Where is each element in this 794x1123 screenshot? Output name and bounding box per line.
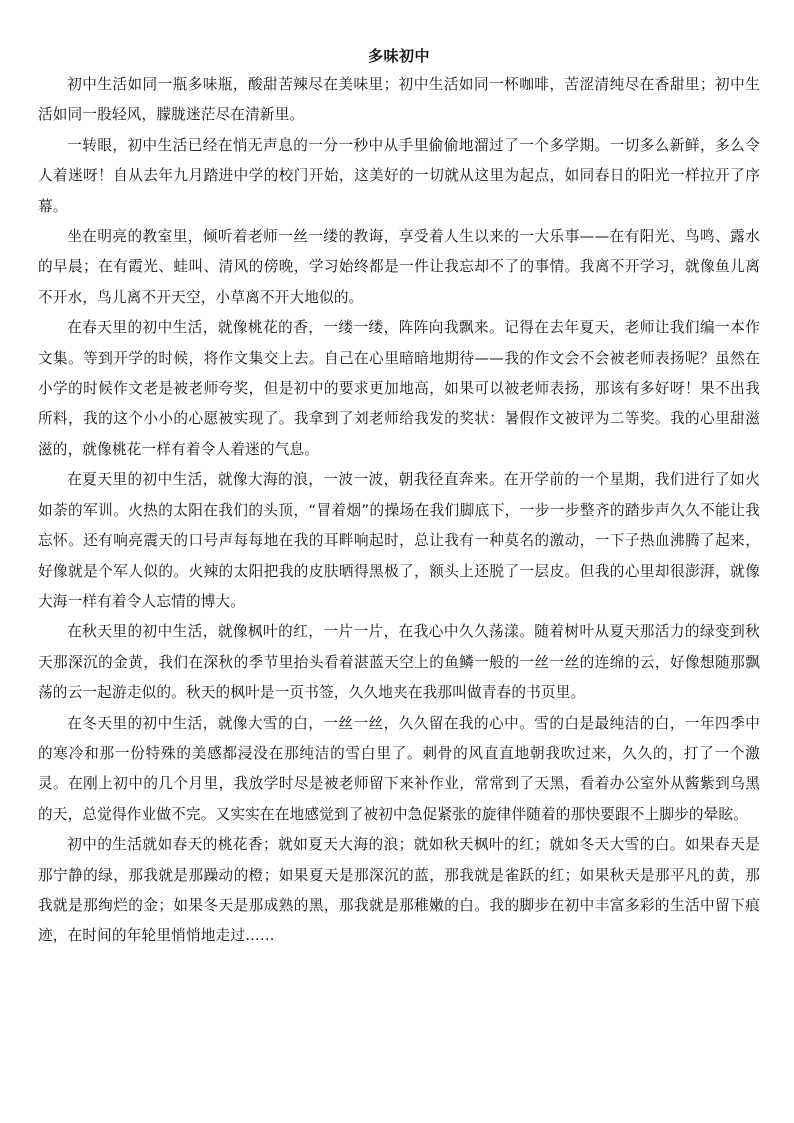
paragraph-6: 在秋天里的初中生活，就像枫叶的红，一片一片，在我心中久久荡漾。随着树叶从夏天那活力的绿变到秋天那深沉的金黄，我们在深秋的季节里抬头看着湛蓝天空上的鱼鳞一般的一丝一丝的连绵的云，好像想随那飘荡的云一起游走似的。秋天的枫叶是一页书签，久久地夹在我那叫做青春的书页里。 bbox=[38, 623, 760, 702]
paragraph-7: 在冬天里的初中生活，就像大雪的白，一丝一丝，久久留在我的心中。雪的白是最纯洁的白，一年四季中的寒冷和那一份特殊的美感都浸没在那纯洁的雪白里了。刺骨的风直直地朝我吹过来，久久的，打了一个激灵。在刚上初中的几个月里，我放学时尽是被老师留下来补作业，常常到了天黑，看着办公室外从酱紫到乌黑的天，总觉得作业做不完。又实实在在地感觉到了被初中急促紧张的旋律伴随着的那快要跟不上脚步的晕眩。 bbox=[38, 714, 760, 823]
paragraph-1: 初中生活如同一瓶多味瓶，酸甜苦辣尽在美味里；初中生活如同一杯咖啡，苦涩清纯尽在香甜里；初中生活如同一股轻风，朦胧迷茫尽在清新里。 bbox=[38, 76, 760, 124]
document-page bbox=[38, 44, 760, 952]
paragraph-8: 初中的生活就如春天的桃花香；就如夏天大海的浪；就如秋天枫叶的红；就如冬天大雪的白。如果春天是那宁静的绿，那我就是那躁动的橙；如果夏天是那深沉的蓝，那我就是雀跃的红；如果秋天是那平凡的黄，那我就是那绚烂的金；如果冬天是那成熟的黑，那我就是那稚嫩的白。我的脚步在初中丰富多彩的生活中留下痕迹，在时间的年轮里悄悄地走过…… bbox=[38, 836, 760, 945]
paragraph-5: 在夏天里的初中生活，就像大海的浪，一波一波，朝我径直奔来。在开学前的一个星期，我们进行了如火如荼的军训。火热的太阳在我们的头顶，“冒着烟”的操场在我们脚底下，一步一步整齐的踏步声久久不能让我忘怀。还有响亮震天的口号声每每地在我的耳畔响起时，总让我有一种莫名的激动，一下子热血沸腾了起来，好像就是个军人似的。火辣的太阳把我的皮肤晒得黑极了，额头上还脱了一层皮。但我的心里却很澎湃，就像大海一样有着令人忘情的博大。 bbox=[38, 471, 760, 610]
paragraph-3: 坐在明亮的教室里，倾听着老师一丝一缕的教诲，享受着人生以来的一大乐事——在有阳光、鸟鸣、露水的早晨；在有霞光、蛙叫、清风的傍晚，学习始终都是一件让我忘却不了的事情。我离不开学习，就像鱼儿离不开水，鸟儿离不开天空，小草离不开大地似的。 bbox=[38, 228, 760, 306]
document-title: 多味初中 bbox=[367, 47, 430, 65]
paragraph-2: 一转眼，初中生活已经在悄无声息的一分一秒中从手里偷偷地溜过了一个多学期。一切多么新鲜，多么令人着迷呀！自从去年九月踏进中学的校门开始，这美好的一切就从这里为起点，如同春日的阳光一样拉开了序幕。 bbox=[38, 136, 760, 215]
paragraph-4: 在春天里的初中生活，就像桃花的香，一缕一缕，阵阵向我飘来。记得在去年夏天，老师让我们编一本作文集。等到开学的时候，将作文集交上去。自己在心里暗暗地期待——我的作文会不会被老师表扬呢？虽然在小学的时候作文老是被老师夸奖，但是初中的要求更加地高，如果可以被老师表扬，那该有多好呀！果不出我所料，我的这个小小的心愿被实现了。我拿到了刘老师给我发的奖状：暑假作文被评为二等奖。我的心里甜滋滋的，就像桃花一样有着令人着迷的气息。 bbox=[38, 319, 760, 458]
